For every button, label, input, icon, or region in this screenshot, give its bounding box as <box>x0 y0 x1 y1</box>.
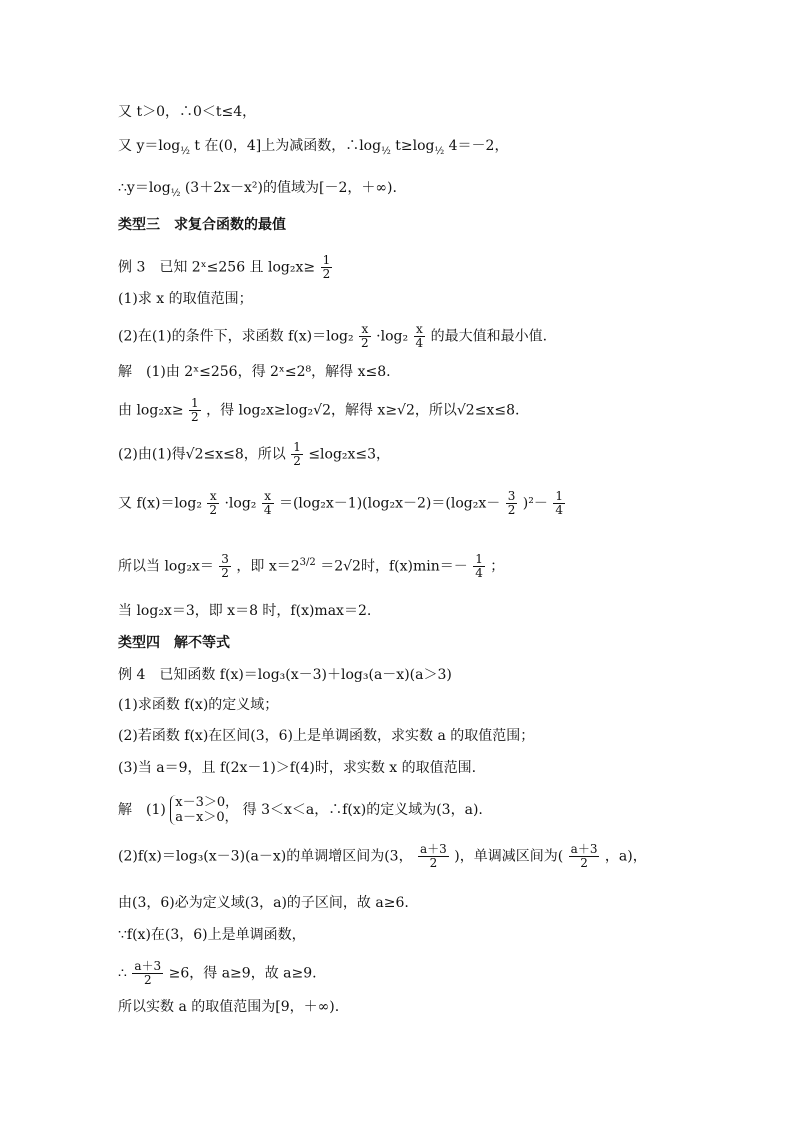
text-line <box>118 601 371 621</box>
text: ＝(log₂x－1)(log₂x－2)＝(log₂x－ <box>278 495 501 512</box>
text-line <box>118 178 397 198</box>
text: ＝2√2时，f(x)min＝－ <box>320 558 468 575</box>
text: 又 f(x)＝log₂ <box>118 495 202 512</box>
text: 又 t＞0，∴0＜t≤4， <box>118 104 257 120</box>
text: ≤log₂x≤3， <box>308 446 391 463</box>
text-line <box>118 893 409 913</box>
text: (2)在(1)的条件下，求函数 f(x)＝log₂ <box>118 328 354 345</box>
fraction <box>189 397 201 424</box>
numerator: x <box>262 490 274 504</box>
fraction <box>207 490 219 517</box>
denominator: 2 <box>293 454 301 468</box>
text: 得 3＜x＜a，∴f(x)的定义域为(3，a). <box>242 802 483 818</box>
numerator: x <box>207 490 219 504</box>
text-line <box>118 490 566 517</box>
denominator: 2 <box>221 566 229 580</box>
text: 所以当 log₂x＝ <box>118 558 214 575</box>
text: ≥6，得 a≥9，故 a≥9. <box>168 965 317 982</box>
text: )，单调减区间为( <box>454 848 564 865</box>
numerator: 1 <box>191 396 199 410</box>
example-line <box>118 254 333 281</box>
text-line <box>118 323 547 350</box>
text: 例 4 已知函数 f(x)＝log₃(x－3)＋log₃(a－x)(a＞3) <box>118 667 452 683</box>
fraction <box>219 553 231 580</box>
text: ·log₂ <box>224 495 257 512</box>
text: ∴y＝log <box>118 180 171 196</box>
text-line <box>118 397 519 424</box>
denominator: 2 <box>209 503 218 517</box>
denominator: 2 <box>309 556 316 568</box>
text: (1)求 x 的取值范围； <box>118 291 253 307</box>
text: 的最大值和最小值. <box>430 328 548 345</box>
text: (3＋2x－x²)的值域为[－2，＋∞). <box>184 180 397 196</box>
text: 解 (1) <box>118 802 166 818</box>
text: (2)f(x)＝log₃(x－3)(a－x)的单调增区间为(3， <box>118 848 413 865</box>
numerator: 1 <box>475 552 483 566</box>
denominator: 4 <box>263 503 272 517</box>
text: 类型四 解不等式 <box>118 635 230 651</box>
text: 当 log₂x＝3，即 x＝8 时，f(x)max＝2. <box>118 603 372 619</box>
denominator: 2 <box>580 856 588 870</box>
text: 由(3，6)必为定义域(3，a)的子区间，故 a≥6. <box>118 895 409 911</box>
fraction <box>414 323 426 350</box>
section-heading <box>118 215 286 235</box>
fraction <box>291 441 303 468</box>
equation: a－x＞0， <box>175 810 238 825</box>
numerator: a＋3 <box>570 842 598 856</box>
text: (3)当 a＝9，且 f(2x－1)＞f(4)时，求实数 x 的取值范围. <box>118 760 477 776</box>
text: ∴ <box>118 965 127 982</box>
text: (1)求函数 f(x)的定义域； <box>118 697 279 713</box>
text-line <box>118 925 306 945</box>
log-base: ½ <box>170 187 181 199</box>
numerator: a＋3 <box>420 842 447 856</box>
text-line <box>118 758 476 778</box>
text: ，得 log₂x≥log₂√2，解得 x≥√2，所以√2≤x≤8. <box>206 402 520 419</box>
example-line <box>118 665 452 685</box>
text: 又 y＝log <box>118 138 181 154</box>
text: (2)若函数 f(x)在区间(3，6)上是单调函数，求实数 a 的取值范围； <box>118 728 535 744</box>
denominator: 2 <box>507 503 516 517</box>
fraction <box>321 254 333 281</box>
denominator: 4 <box>475 566 483 580</box>
numerator: 1 <box>322 253 331 267</box>
denominator: 2 <box>429 856 438 870</box>
equation-system <box>170 795 238 825</box>
numerator: x <box>414 323 426 337</box>
numerator: 3 <box>507 489 516 503</box>
text: 由 log₂x≥ <box>118 402 184 419</box>
numerator: 3 <box>221 552 229 566</box>
denominator: 2 <box>361 336 369 350</box>
text-line <box>118 960 317 987</box>
text: ，a)， <box>604 848 647 865</box>
fraction <box>418 843 449 870</box>
text-line <box>118 553 504 580</box>
numerator: 1 <box>293 440 301 454</box>
text-line <box>118 843 647 870</box>
text: )²－ <box>522 495 548 512</box>
text: t≥log <box>395 138 435 154</box>
denominator: 2 <box>191 410 199 424</box>
denominator: 4 <box>555 503 563 517</box>
fraction <box>262 490 274 517</box>
log-base: ½ <box>381 145 391 157</box>
equation: x－3＞0， <box>175 795 239 810</box>
numerator: 1 <box>555 489 563 503</box>
text: 所以实数 a 的取值范围为[9，＋∞). <box>118 999 340 1015</box>
fraction <box>473 553 485 580</box>
text: 解 (1)由 2ˣ≤256，得 2ˣ≤2⁸，解得 x≤8. <box>118 364 391 380</box>
text: 4＝－2， <box>448 138 509 154</box>
text-line <box>118 795 483 825</box>
numerator: 3 <box>299 556 307 568</box>
text-line <box>118 695 278 715</box>
text-line <box>118 441 390 468</box>
fraction <box>506 490 518 517</box>
text-line <box>118 136 508 156</box>
text-line <box>118 997 339 1017</box>
log-base: ½ <box>434 145 445 157</box>
section-heading <box>118 633 230 653</box>
text-line <box>118 726 534 746</box>
fraction <box>132 960 163 987</box>
text: ∵f(x)在(3，6)上是单调函数， <box>118 927 306 943</box>
denominator: 2 <box>143 973 152 987</box>
numerator: x <box>359 323 371 337</box>
text: (2)由(1)得√2≤x≤8，所以 <box>118 446 286 463</box>
text-line <box>118 289 253 309</box>
text: t 在(0，4]上为减函数，∴log <box>194 138 382 154</box>
log-base: ½ <box>180 145 190 157</box>
text: 例 3 已知 2ˣ≤256 且 log₂x≥ <box>118 259 316 276</box>
denominator: 2 <box>322 267 331 281</box>
text: ·log₂ <box>376 328 409 345</box>
fraction <box>569 843 600 870</box>
text-line <box>118 102 256 122</box>
text: ，即 x＝2 <box>236 558 300 575</box>
text: 类型三 求复合函数的最值 <box>118 217 286 233</box>
text: ； <box>490 558 505 575</box>
text-line <box>118 362 391 382</box>
numerator: a＋3 <box>134 959 162 973</box>
exponent-fraction: 3/2 <box>299 556 316 568</box>
denominator: 4 <box>415 336 424 350</box>
fraction <box>359 323 371 350</box>
fraction <box>553 490 565 517</box>
